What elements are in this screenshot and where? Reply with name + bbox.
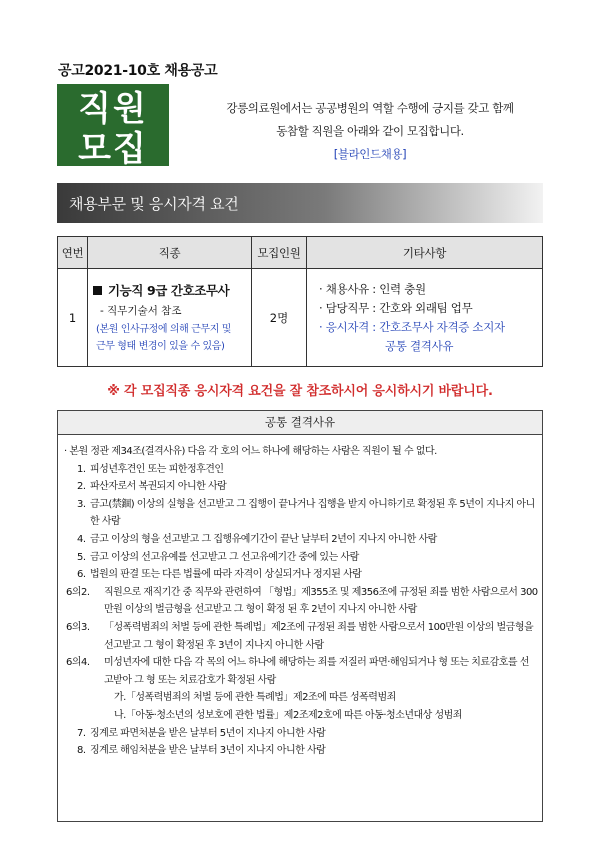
- row-count: 2명: [252, 269, 307, 367]
- warning-text: ※ 각 모집직종 응시자격 요건을 잘 참조하시어 응시하시기 바랍니다.: [107, 384, 493, 399]
- list-item: 6. 법원의 판결 또는 다른 법률에 따라 자격이 상실되거나 정지된 사람: [77, 569, 362, 581]
- row-etc: [307, 269, 543, 367]
- section-title: 채용부문 및 응시자격 요건: [69, 195, 239, 213]
- logo-line1: 직원: [78, 89, 148, 129]
- disqualification-box: [57, 410, 543, 822]
- intro-text: [180, 97, 560, 166]
- recruit-logo: [57, 84, 169, 166]
- list-item: 6의4. 미성년자에 대한 다음 각 목의 어느 하나에 해당하는 죄를 저질러 파면·해임되거나 형 또는 치료감호를 선고받아 그 형 또는 치료감호가 확정된 사람: [66, 657, 529, 686]
- square-bullet-icon: [93, 286, 102, 295]
- row-job: [88, 269, 252, 367]
- disqualification-title: 공통 결격사유: [58, 411, 542, 435]
- etc-qualification: · 응시자격 : 간호조무사 자격증 소지자: [319, 319, 505, 334]
- list-item: 4. 금고 이상의 형을 선고받고 그 집행유예기간이 끝난 날부터 2년이 지나지 아니한 사람: [77, 533, 437, 545]
- list-sub-item: 가.「성폭력범죄의 처벌 등에 관한 특례법」제2조에 따른 성폭력범죄: [114, 692, 396, 704]
- recruit-table: [57, 236, 543, 367]
- job-ref: - 직무기술서 참조: [100, 304, 182, 317]
- row-no: 1: [58, 269, 88, 367]
- intro-line2: 동참할 직원을 아래와 같이 모집합니다.: [276, 124, 464, 138]
- list-item: 8. 징계로 해임처분을 받은 날부터 3년이 지나지 아니한 사람: [77, 745, 326, 757]
- notice-number: 공고2021-10호 채용공고: [58, 63, 218, 79]
- job-title: 기능직 9급 간호조무사: [93, 281, 251, 299]
- table-row: [58, 269, 543, 367]
- job-note-line2: 근무 형태 변경이 있을 수 있음): [96, 340, 225, 352]
- etc-duty: · 담당직무 : 간호와 외래팀 업무: [319, 300, 473, 315]
- logo-line2: 모집: [78, 129, 148, 166]
- list-item: 7. 징계로 파면처분을 받은 날부터 5년이 지나지 아니한 사람: [77, 727, 326, 739]
- job-note-line1: (본원 인사규정에 의해 근무지 및: [96, 323, 231, 335]
- list-item: 1. 피성년후견인 또는 피한정후견인: [77, 463, 224, 475]
- header-no: 연번: [58, 237, 88, 269]
- etc-reason: · 채용사유 : 인력 충원: [319, 281, 426, 296]
- list-item: 5. 금고 이상의 선고유예를 선고받고 그 선고유예기간 중에 있는 사람: [77, 551, 359, 563]
- header-job: 직종: [88, 237, 252, 269]
- header-count: 모집인원: [252, 237, 307, 269]
- list-item: 6의3. 「성폭력범죄의 처벌 등에 관한 특례법」제2조에 규정된 죄를 범한 사람으로서 100만원 이상의 벌금형을 선고받고 그 형이 확정된 후 3년이 지나지 아니한 사람: [66, 621, 534, 651]
- list-item: 6의2. 직원으로 재직기간 중 직무와 관련하여 「형법」제355조 및 제356조에 규정된 죄를 범한 사람으로서 300만원 이상의 벌금형을 선고받고 그 형이 확정 된 후 2년이 지나지 아니한 사람: [66, 586, 538, 616]
- section-banner: [57, 183, 543, 223]
- etc-common-disqual: 공통 결격사유: [385, 338, 454, 353]
- table-header-row: [58, 237, 543, 269]
- intro-line1: 강릉의료원에서는 공공병원의 역할 수행에 긍지를 갖고 함께: [226, 101, 514, 115]
- list-sub-item: 나.「아동·청소년의 성보호에 관한 법률」제2조제2호에 따른 아동·청소년대상 성범죄: [114, 709, 462, 721]
- blind-recruit-label: [블라인드채용]: [333, 147, 407, 161]
- list-item: 2. 파산자로서 복권되지 아니한 사람: [77, 481, 227, 493]
- header-etc: 기타사항: [307, 237, 543, 269]
- list-item: 3. 금고(禁錮) 이상의 실형을 선고받고 그 집행이 끝나거나 집행을 받지 아니하기로 확정된 후 5년이 지나지 아니한 사람: [77, 498, 535, 528]
- disqualification-lead: · 본원 정관 제34조(결격사유) 다음 각 호의 어느 하나에 해당하는 사람은 직원이 될 수 없다.: [64, 446, 437, 457]
